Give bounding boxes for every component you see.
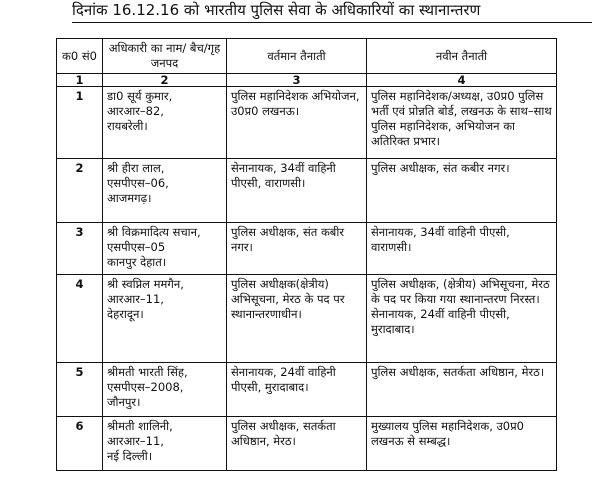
- serial-number: 2: [57, 159, 103, 223]
- officer-home-district: देहरादून।: [107, 307, 144, 321]
- header-officer: अधिकारी का नाम/ बैच/गृह जनपद: [103, 39, 227, 74]
- officer-batch: आरआर–11,: [107, 434, 164, 448]
- new-posting: [367, 275, 557, 363]
- serial-number: 1: [57, 87, 103, 159]
- transfer-table: [56, 38, 557, 471]
- current-posting: पुलिस अधीक्षक(क्षेत्रीय) अभिसूचना, मेरठ के पद पर स्थानान्तरणाधीन।: [227, 275, 367, 363]
- new-posting-assigned: सेनानायक, 24वीं वाहिनी पीएसी, मुरादाबाद।: [371, 307, 510, 336]
- table-row: [57, 417, 557, 471]
- current-posting: पुलिस अधीक्षक, संत कबीर नगर।: [227, 223, 367, 275]
- officer-cell: [103, 275, 227, 363]
- officer-cell: [103, 223, 227, 275]
- officer-batch: एसपीएस–2008,: [107, 380, 184, 394]
- table-row: [57, 223, 557, 275]
- page-title: दिनांक 16.12.16 को भारतीय पुलिस सेवा के अधिकारियों का स्थानान्तरण: [72, 0, 592, 23]
- column-number-row: [57, 74, 557, 87]
- column-number: 1: [57, 74, 103, 87]
- new-posting: पुलिस अधीक्षक, संत कबीर नगर।: [367, 159, 557, 223]
- header-new-posting: नवीन तैनाती: [367, 39, 557, 74]
- officer-name: श्री हीरा लाल,: [107, 161, 165, 175]
- current-posting: सेनानायक, 24वीं वाहिनी पीएसी, मुरादाबाद।: [227, 363, 367, 417]
- table-row: [57, 87, 557, 159]
- table-row: [57, 275, 557, 363]
- officer-cell: [103, 363, 227, 417]
- officer-name: श्री विक्रमादित्य सचान,: [107, 225, 201, 239]
- officer-name: डा0 सूर्य कुमार,: [107, 89, 173, 103]
- new-posting: मुख्यालय पुलिस महानिदेशक, उ0प्र0 लखनऊ से सम्बद्ध।: [367, 417, 557, 471]
- officer-home-district: कानपुर देहात।: [107, 255, 167, 269]
- officer-home-district: रायबरेली।: [107, 119, 148, 133]
- officer-batch: एसपीएस–06,: [107, 176, 169, 190]
- serial-number: 3: [57, 223, 103, 275]
- serial-number: 5: [57, 363, 103, 417]
- current-posting: सेनानायक, 34वीं वाहिनी पीएसी, वाराणसी।: [227, 159, 367, 223]
- officer-batch: एसपीएस–05: [107, 240, 166, 254]
- current-posting: पुलिस महानिदेशक अभियोजन, उ0प्र0 लखनऊ।: [227, 87, 367, 159]
- table-header-row: [57, 39, 557, 74]
- officer-name: श्रीमती शालिनी,: [107, 419, 173, 433]
- officer-home-district: जौनपुर।: [107, 395, 141, 409]
- officer-cell: [103, 159, 227, 223]
- officer-home-district: आजमगढ़।: [107, 191, 152, 205]
- officer-cell: [103, 87, 227, 159]
- officer-cell: [103, 417, 227, 471]
- officer-name: श्रीमती भारती सिंह,: [107, 365, 188, 379]
- table-row: [57, 159, 557, 223]
- new-posting: पुलिस अधीक्षक, सतर्कता अधिष्ठान, मेरठ।: [367, 363, 557, 417]
- current-posting: पुलिस अधीक्षक, सतर्कता अधिष्ठान, मेरठ।: [227, 417, 367, 471]
- officer-batch: आरआर–11,: [107, 292, 164, 306]
- column-number: 4: [367, 74, 557, 87]
- officer-home-district: नई दिल्ली।: [107, 449, 153, 463]
- officer-batch: आरआर–82,: [107, 104, 164, 118]
- serial-number: 4: [57, 275, 103, 363]
- new-posting-cancelled: पुलिस अधीक्षक, (क्षेत्रीय) अभिसूचना, मेरठ के पद पर किया गया स्थानान्तरण निरस्त।: [371, 277, 550, 306]
- table-row: [57, 363, 557, 417]
- header-current-posting: वर्तमान तैनाती: [227, 39, 367, 74]
- serial-number: 6: [57, 417, 103, 471]
- column-number: 2: [103, 74, 227, 87]
- header-serial: क0 सं0: [57, 39, 103, 74]
- officer-name: श्री स्वप्निल ममगैन,: [107, 277, 184, 291]
- new-posting: पुलिस महानिदेशक/अध्यक्ष, उ0प्र0 पुलिस भर्ती एवं प्रोन्नति बोर्ड, लखनऊ के साथ–साथ पुलिस महानिदेशक, अभियोजन का अतिरिक्त प्रभार।: [367, 87, 557, 159]
- column-number: 3: [227, 74, 367, 87]
- new-posting: सेनानायक, 34वीं वाहिनी पीएसी, वाराणसी।: [367, 223, 557, 275]
